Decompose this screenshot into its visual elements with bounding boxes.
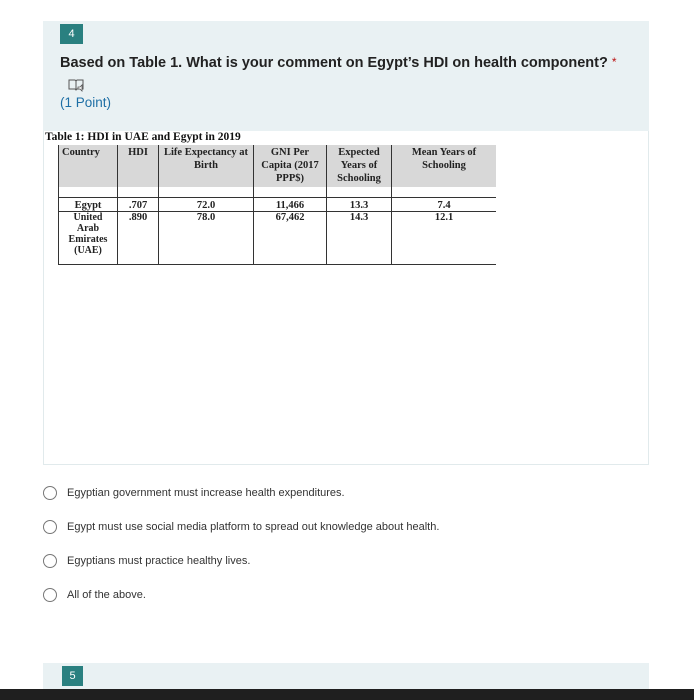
cell-mean-years: 12.1 (392, 212, 497, 265)
cell-gni: 11,466 (254, 198, 327, 212)
cell-hdi: .707 (118, 198, 159, 212)
question-number-badge: 5 (62, 666, 83, 686)
radio-button[interactable] (43, 554, 57, 568)
cell-country: Egypt (59, 198, 118, 212)
question-number-badge: 4 (60, 24, 83, 44)
option-2[interactable] (43, 518, 439, 536)
cell-life-expectancy: 72.0 (159, 198, 254, 212)
table-header-row (59, 145, 497, 187)
question-5-card (43, 663, 649, 690)
cell-expected-years: 14.3 (327, 212, 392, 265)
cell-life-expectancy: 78.0 (159, 212, 254, 265)
immersive-reader-icon[interactable] (68, 78, 84, 92)
required-mark: * (611, 55, 617, 69)
header-life-expectancy: Life Expectancy at Birth (159, 145, 254, 187)
header-expected-years: Expected Years of Schooling (327, 145, 392, 187)
option-label: Egyptians must practice healthy lives. (67, 555, 251, 567)
question-4-card (43, 21, 649, 131)
cell-gni: 67,462 (254, 212, 327, 265)
question-title (60, 55, 617, 71)
header-hdi: HDI (118, 145, 159, 187)
table-row (59, 198, 497, 212)
cell-mean-years: 7.4 (392, 198, 497, 212)
hdi-table (58, 145, 496, 265)
table-caption: Table 1: HDI in UAE and Egypt in 2019 (45, 131, 241, 143)
table-spacer-row (59, 187, 497, 198)
radio-button[interactable] (43, 520, 57, 534)
cell-country: United Arab Emirates (UAE) (59, 212, 118, 265)
option-label: Egyptian government must increase health expenditures. (67, 487, 345, 499)
header-mean-years: Mean Years of Schooling (392, 145, 497, 187)
cell-expected-years: 13.3 (327, 198, 392, 212)
option-3[interactable] (43, 552, 250, 570)
option-1[interactable] (43, 484, 345, 502)
cell-hdi: .890 (118, 212, 159, 265)
question-points: (1 Point) (60, 95, 112, 110)
option-4[interactable] (43, 586, 146, 604)
bottom-bar (0, 689, 694, 700)
option-label: Egypt must use social media platform to spread out knowledge about health. (67, 521, 440, 533)
header-country: Country (59, 145, 118, 187)
radio-button[interactable] (43, 588, 57, 602)
radio-button[interactable] (43, 486, 57, 500)
option-label: All of the above. (67, 589, 146, 601)
table-row (59, 212, 497, 265)
question-title-text: Based on Table 1. What is your comment on Egypt’s HDI on health component? (60, 55, 608, 71)
header-gni: GNI Per Capita (2017 PPP$) (254, 145, 327, 187)
